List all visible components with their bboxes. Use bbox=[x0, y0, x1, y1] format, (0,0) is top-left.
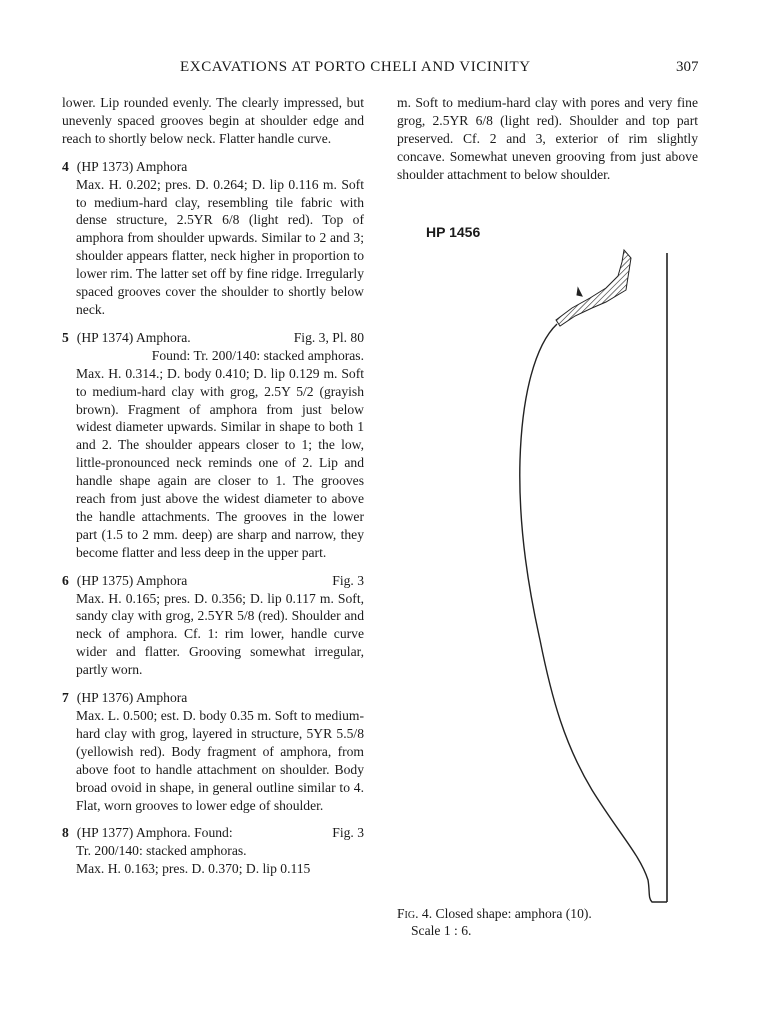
continuation-text: m. Soft to medium-hard clay with pores and very fine grog, 2.5YR 6/8 (light red). Shoulder and top part preserved. Cf. 2 and 3, exterior of rim slightly concave. Somewhat uneven grooving from just above shoulder attachment to below shoulder. bbox=[397, 95, 698, 182]
figure-reference: Fig. 3 bbox=[332, 572, 364, 588]
entry-number: 8 bbox=[62, 825, 69, 841]
entry-number: 5 bbox=[62, 329, 69, 345]
find-location: Tr. 200/140: stacked amphoras. bbox=[76, 843, 247, 859]
rim-section-hatched bbox=[556, 250, 631, 326]
caption-text: Closed shape: amphora (10). bbox=[435, 906, 592, 921]
entry-number: 7 bbox=[62, 690, 69, 706]
running-header: EXCAVATIONS AT PORTO CHELI AND VICINITY bbox=[180, 59, 531, 75]
entry-title: (HP 1374) Amphora. bbox=[76, 329, 191, 345]
find-location: Found: Tr. 200/140: stacked amphoras. bbox=[151, 347, 364, 363]
figure-label: HP 1456 bbox=[426, 224, 481, 240]
entry-body: Max. H. 0.165; pres. D. 0.356; D. lip 0.117 m. Soft, sandy clay with grog, 2.5YR 5/8 (red). Shoulder and neck of amphora. Cf. 1: rim lower, handle curve wider and flatter. Grooving somewhat irregular, partly worn. bbox=[76, 590, 364, 678]
entry-body: Max. H. 0.202; pres. D. 0.264; D. lip 0.116 m. Soft to medium-hard clay, resembling tile fabric with dense structure, 2.5YR 6/8 (light red). Top of amphora from shoulder upwards. Similar to 2 and 3; shoulder appears flatter, neck higher in proportion to lower rim. The latter set off by fine ridge. Irregularly spaced grooves cover the shoulder to shortly below neck. bbox=[76, 176, 364, 317]
entry-title: (HP 1377) Amphora. Found: bbox=[76, 825, 233, 841]
page-number: 307 bbox=[676, 59, 699, 75]
rim-ridge bbox=[577, 288, 582, 296]
entry-number: 4 bbox=[62, 158, 69, 174]
entry-body: Max. H. 0.163; pres. D. 0.370; D. lip 0.115 bbox=[76, 861, 311, 877]
figure-scale: Scale 1 : 6. bbox=[411, 923, 472, 938]
vessel-outline bbox=[520, 324, 667, 902]
entry-body: Max. H. 0.314.; D. body 0.410; D. lip 0.129 m. Soft to medium-hard clay with grog, 2.5Y 5/2 (grayish brown). Fragment of amphora from just below widest diameter upwards. Similar in shape to both 1 and 2. The shoulder appears closer to 1; the low, little-pronounced neck reminds one of 2. Lip and handle shape again are closer to 1. The grooves reach from just above the widest diameter to above the handle attachments. The grooves in the lower part (1.5 to 2 mm. deep) are sharp and narrow, they become flatter and less deep in the upper part. bbox=[76, 365, 364, 560]
figure-caption bbox=[397, 905, 592, 923]
entry-number: 6 bbox=[62, 572, 69, 588]
entry-title: (HP 1376) Amphora bbox=[76, 690, 188, 706]
figure-reference: Fig. 3 bbox=[332, 825, 364, 841]
figure-reference: Fig. 3, Pl. 80 bbox=[293, 329, 364, 345]
figure-number: Fig. 4. bbox=[397, 906, 433, 921]
entry-title: (HP 1375) Amphora bbox=[76, 572, 188, 588]
entry-body: Max. L. 0.500; est. D. body 0.35 m. Soft to medium-hard clay with grog, layered in structure, 5YR 5.5/8 (yellowish red). Body fragment of amphora, from above foot to handle attachment on shoulder. Body broad ovoid in shape, in general outline similar to 4. Flat, worn grooves to lower edge of shoulder. bbox=[76, 708, 364, 813]
continuation-text: lower. Lip rounded evenly. The clearly impressed, but unevenly spaced grooves begin at shoulder edge and reach to shortly below neck. Flatter handle curve. bbox=[62, 95, 364, 146]
entry-title: (HP 1373) Amphora bbox=[76, 158, 188, 174]
